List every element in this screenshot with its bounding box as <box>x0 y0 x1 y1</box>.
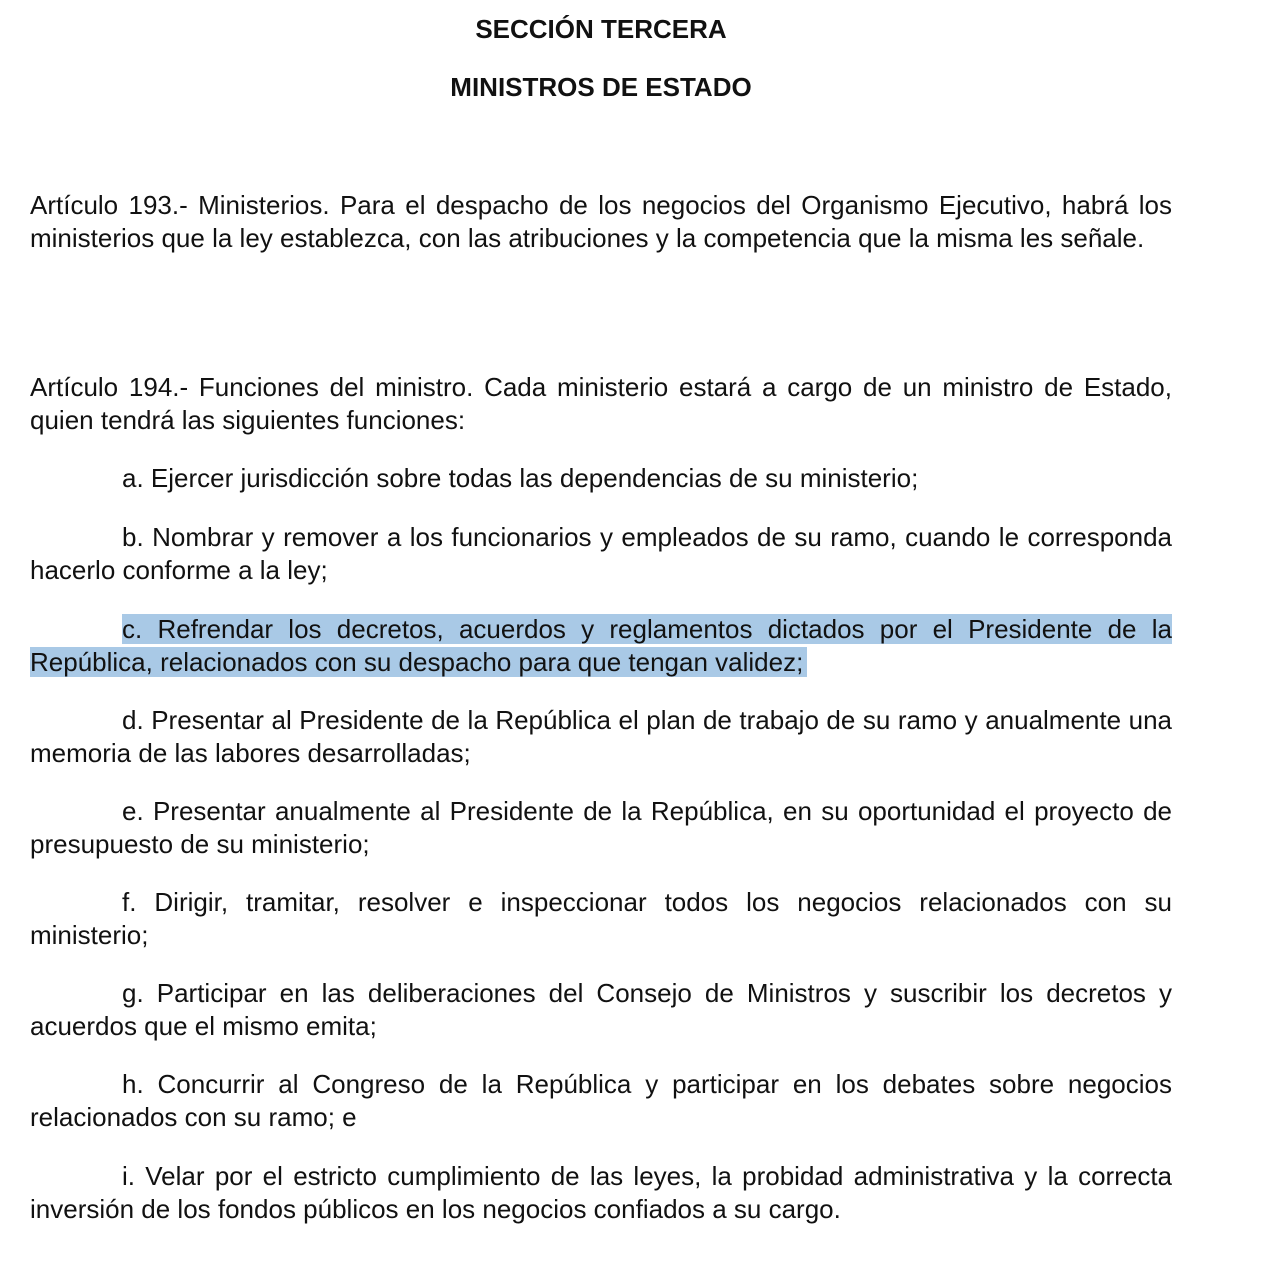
item-d[interactable]: d. Presentar al Presidente de la República el plan de trabajo de su ramo y anualmente una memoria de las labores desarrolladas; <box>30 705 1172 768</box>
item-f[interactable]: f. Dirigir, tramitar, resolver e inspeccionar todos los negocios relacionados con su ministerio; <box>30 887 1172 950</box>
item-g[interactable]: g. Participar en las deliberaciones del Consejo de Ministros y suscribir los decretos y acuerdos que el mismo emita; <box>30 978 1172 1041</box>
article-194[interactable]: Artículo 194.- Funciones del ministro. Cada ministerio estará a cargo de un ministro de Estado, quien tendrá las siguientes funciones: <box>30 372 1172 435</box>
section-title: SECCIÓN TERCERA <box>475 14 727 44</box>
item-h[interactable]: h. Concurrir al Congreso de la República y participar en los debates sobre negocios relacionados con su ramo; e <box>30 1069 1172 1132</box>
article-193[interactable]: Artículo 193.- Ministerios. Para el despacho de los negocios del Organismo Ejecutivo, habrá los ministerios que la ley establezca, con las atribuciones y la competencia que la misma les señale. <box>30 190 1172 253</box>
item-c[interactable] <box>30 613 1172 678</box>
item-b[interactable]: b. Nombrar y remover a los funcionarios y empleados de su ramo, cuando le corresponda hacerlo conforme a la ley; <box>30 522 1172 585</box>
item-e[interactable]: e. Presentar anualmente al Presidente de la República, en su oportunidad el proyecto de presupuesto de su ministerio; <box>30 796 1172 859</box>
item-i[interactable]: i. Velar por el estricto cumplimiento de las leyes, la probidad administrativa y la correcta inversión de los fondos públicos en los negocios confiados a su cargo. <box>30 1161 1172 1224</box>
section-subtitle: MINISTROS DE ESTADO <box>450 72 752 102</box>
item-a[interactable]: a. Ejercer jurisdicción sobre todas las dependencias de su ministerio; <box>122 463 919 493</box>
selected-text-highlight[interactable]: c. Refrendar los decretos, acuerdos y reglamentos dictados por el Presidente de la República, relacionados con su despacho para que tengan validez; <box>30 614 1172 677</box>
